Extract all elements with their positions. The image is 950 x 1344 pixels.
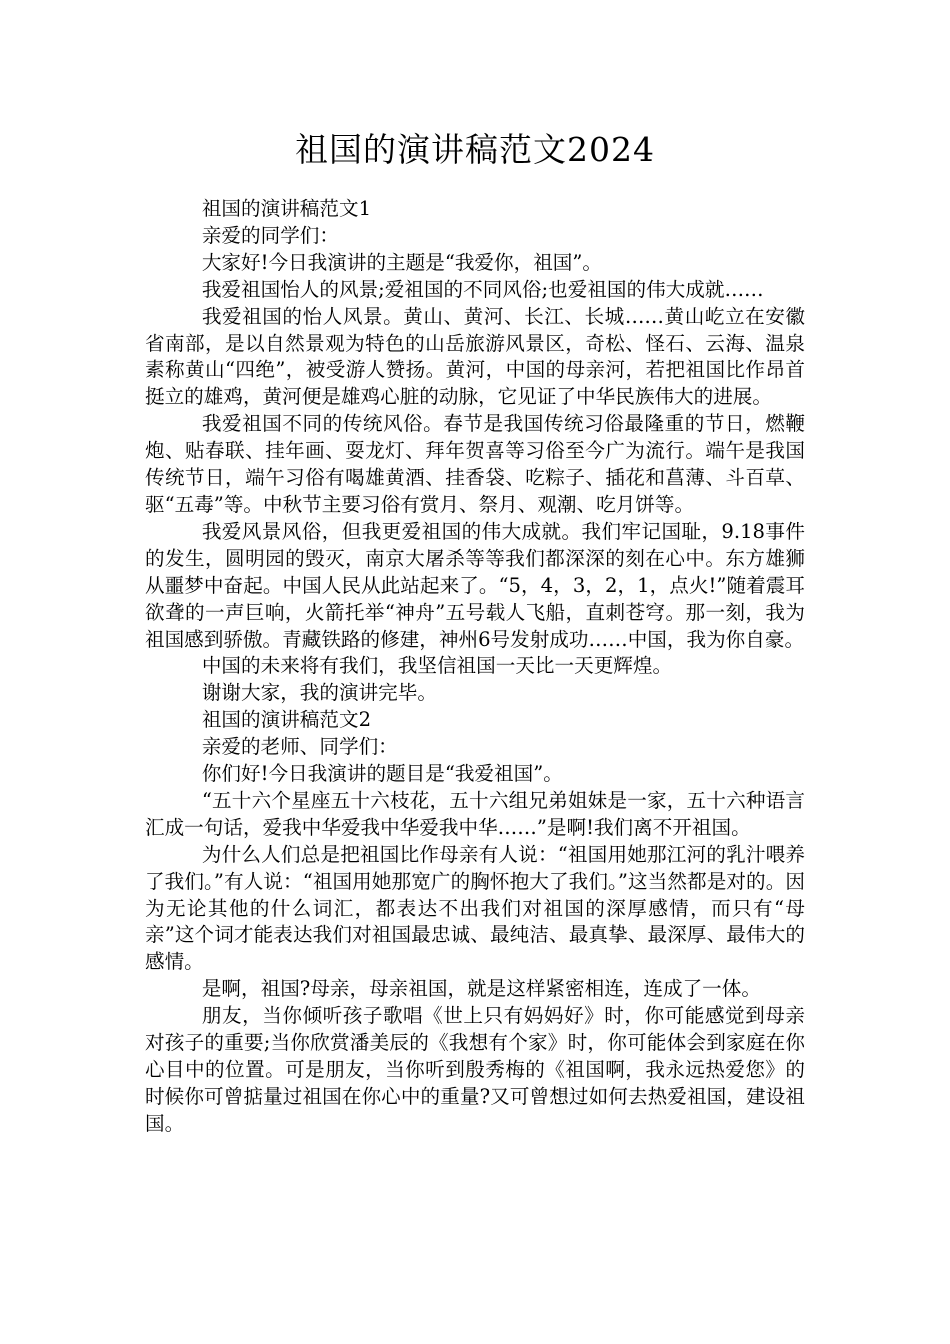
speech-1-scenery-paragraph: 我爱祖国的怡人风景。黄山、黄河、长江、长城……黄山屹立在安徽省南部，是以自然景观为特色的山岳旅游风景区，奇松、怪石、云海、温泉素称黄山“四绝”，被受游人赞扬。黄河，中国的母亲河，若把祖国比作昂首挺立的雄鸡，黄河便是雄鸡心脏的动脉，它见证了中华民族伟大的进展。 [145, 304, 805, 409]
document-title: 祖国的演讲稿范文2024 [295, 130, 655, 169]
document-body [145, 196, 805, 1138]
speech-2-heading: 祖国的演讲稿范文2 [201, 708, 372, 732]
speech-2-unity-paragraph: 是啊，祖国?母亲，母亲祖国，就是这样紧密相连，连成了一体。 [201, 977, 761, 1001]
speech-1-salutation: 亲爱的同学们： [201, 223, 339, 247]
speech-1-heading: 祖国的演讲稿范文1 [201, 197, 372, 220]
speech-2-song-paragraph: “五十六个星座五十六枝花，五十六组兄弟姐妹是一家，五十六种语言汇成一句话，爱我中华爱我中华爱我中华……”是啊!我们离不开祖国。 [145, 788, 805, 839]
speech-2-greeting: 你们好!今日我演讲的题目是“我爱祖国”。 [201, 762, 563, 786]
speech-1-achievements-paragraph: 我爱风景风俗，但我更爱祖国的伟大成就。我们牢记国耻，9.18事件的发生，圆明园的毁灭，南京大屠杀等等我们都深深的刻在心中。东方雄狮从噩梦中奋起。中国人民从此站起来了。“5，4，3，2，1，点火!”随着震耳欲聋的一声巨响，火箭托举“神舟”五号载人飞船，直刺苍穹。那一刻，我为祖国感到骄傲。青藏铁路的修建，神州6号发射成功……中国，我为你自豪。 [145, 519, 805, 651]
speech-2-friend-paragraph: 朋友，当你倾听孩子歌唱《世上只有妈妈好》时，你可能感觉到母亲对孩子的重要;当你欣赏潘美辰的《我想有个家》时，你可能体会到家庭在你心目中的位置。可是朋友，当你听到殷秀梅的《祖国啊，我永远热爱您》的时候你可曾掂量过祖国在你心中的重量?又可曾想过如何去热爱祖国，建设祖国。 [145, 1004, 805, 1135]
speech-1-closing: 谢谢大家，我的演讲完毕。 [201, 681, 437, 705]
speech-1-intro: 我爱祖国怡人的风景;爱祖国的不同风俗;也爱祖国的伟大成就…… [201, 277, 764, 301]
speech-1-future-paragraph: 中国的未来将有我们，我坚信祖国一天比一天更辉煌。 [201, 654, 673, 678]
speech-2-salutation: 亲爱的老师、同学们： [201, 735, 398, 759]
speech-1-greeting: 大家好!今日我演讲的主题是“我爱你，祖国”。 [201, 250, 603, 274]
speech-2-mother-paragraph: 为什么人们总是把祖国比作母亲有人说：“祖国用她那江河的乳汁喂养了我们。”有人说：“祖国用她那宽广的胸怀抱大了我们。”这当然都是对的。因为无论其他的什么词汇，都表达不出我们对祖国的深厚感情，而只有“母亲”这个词才能表达我们对祖国最忠诚、最纯洁、最真挚、最深厚、最伟大的感情。 [145, 842, 805, 974]
speech-1-customs-paragraph: 我爱祖国不同的传统风俗。春节是我国传统习俗最隆重的节日，燃鞭炮、贴春联、挂年画、耍龙灯、拜年贺喜等习俗至今广为流行。端午是我国传统节日，端午习俗有喝雄黄酒、挂香袋、吃粽子、插花和菖薄、斗百草、驱“五毒”等。中秋节主要习俗有赏月、祭月、观潮、吃月饼等。 [145, 412, 805, 516]
